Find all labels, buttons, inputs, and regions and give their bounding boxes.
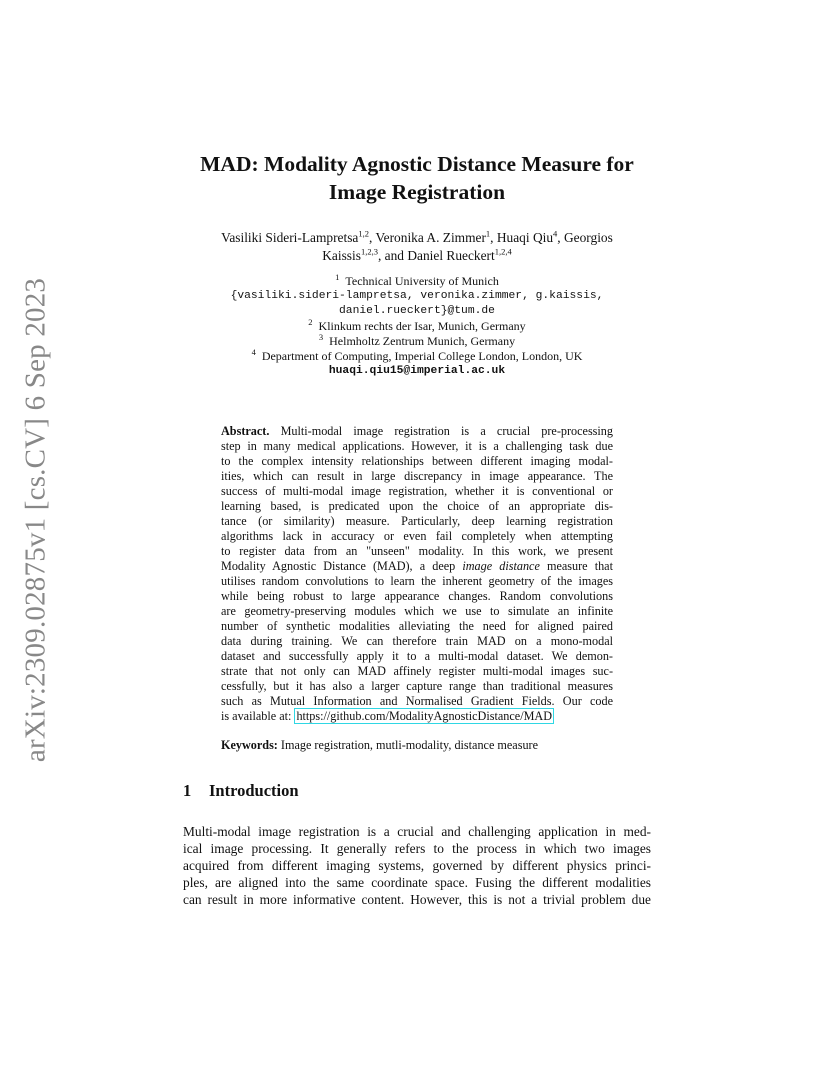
intro-line: can result in more informative content. However, this is not a trivial problem due — [183, 892, 651, 907]
abstract-text: Multi-modal image registration is a crucial pre-processing — [269, 424, 613, 438]
abstract-line: algorithms lack in accuracy or even fail completely when attempting — [221, 529, 613, 543]
affiliation-number: 1 — [335, 272, 340, 282]
author-name: , Veronika A. Zimmer — [369, 230, 486, 245]
code-repository-link[interactable]: https://github.com/ModalityAgnosticDistance/MAD — [296, 709, 553, 723]
abstract-line: data during training. We can therefore train MAD on a mono-modal — [221, 634, 613, 648]
intro-line: ples, are aligned into the same coordinate space. Fusing the different modalities — [183, 875, 651, 890]
abstract-line: tance (or similarity) measure. Particularly, deep learning registration — [221, 514, 613, 528]
author-affiliation-marker: 4 — [553, 228, 558, 239]
abstract-label: Abstract. — [221, 424, 270, 438]
abstract-emphasis: image distance — [462, 559, 540, 573]
section-title: Introduction — [209, 781, 299, 800]
affiliation-block — [150, 274, 684, 379]
paper-title — [160, 150, 674, 206]
keywords-label: Keywords: — [221, 738, 278, 752]
abstract-line — [221, 424, 613, 439]
abstract-line: to register data from an "unseen" modality. In this work, we present — [221, 544, 613, 558]
affiliation-3 — [150, 334, 684, 349]
abstract-line: utilises random convolutions to learn the inherent geometry of the images — [221, 574, 613, 588]
affiliation-2 — [150, 319, 684, 334]
author-name: , Georgios — [557, 230, 613, 245]
email-line-1: {vasiliki.sideri-lampretsa, veronika.zimmer, g.kaissis, — [230, 290, 604, 302]
affiliation-number: 2 — [308, 317, 313, 327]
affiliation-name: Helmholtz Zentrum Munich, Germany — [329, 334, 516, 348]
author-affiliation-marker: 1,2,3 — [360, 246, 378, 257]
abstract-line: number of synthetic modalities alleviating the need for aligned paired — [221, 619, 613, 633]
abstract-line: success of multi-modal image registration, whether it is conventional or — [221, 484, 613, 498]
title-line-1: MAD: Modality Agnostic Distance Measure for — [200, 152, 634, 176]
abstract-line: are geometry-preserving modules which we use to simulate an infinite — [221, 604, 613, 618]
title-line-2: Image Registration — [328, 180, 506, 204]
section-heading — [183, 781, 299, 801]
affiliation-1 — [150, 274, 684, 289]
abstract-text: measure that — [539, 559, 613, 573]
abstract-line: dataset and successfully apply it to a multi-modal dataset. We demon- — [221, 649, 613, 663]
author-name: , Huaqi Qiu — [490, 230, 554, 245]
abstract — [221, 424, 613, 724]
author-name: Vasiliki Sideri-Lampretsa — [221, 230, 359, 245]
abstract-line: cessfully, but it has also a larger capture range than traditional measures — [221, 679, 613, 693]
abstract-text: is available at: — [221, 709, 295, 723]
author-list — [180, 229, 654, 265]
author-line-1 — [180, 229, 654, 247]
arxiv-stamp-text: arXiv:2309.02875v1 [cs.CV] 6 Sep 2023 — [19, 277, 52, 763]
affiliation-name: Klinkum rechts der Isar, Munich, Germany — [318, 319, 526, 333]
introduction-paragraph — [183, 823, 651, 908]
author-line-2 — [180, 247, 654, 265]
abstract-line: ities, which can result in large discrepancy in image appearance. The — [221, 469, 613, 483]
author-affiliation-marker: 1,2,4 — [494, 246, 512, 257]
abstract-line: to the complex intensity relationships between different imaging modal- — [221, 454, 613, 468]
keywords-text: Image registration, mutli-modality, distance measure — [277, 738, 539, 752]
keywords — [221, 738, 613, 753]
abstract-line — [221, 559, 613, 574]
affiliation-name: Department of Computing, Imperial College London, London, UK — [261, 349, 583, 363]
affiliation-number: 4 — [251, 347, 256, 357]
email-line-4: huaqi.qiu15@imperial.ac.uk — [328, 365, 506, 377]
section-number: 1 — [183, 781, 192, 800]
intro-line: Multi-modal image registration is a crucial and challenging application in med- — [183, 824, 651, 839]
affiliation-number: 3 — [318, 332, 324, 342]
abstract-line: such as Mutual Information and Normalised Gradient Fields. Our code — [221, 694, 613, 708]
abstract-line: learning based, is predicated upon the choice of an appropriate dis- — [221, 499, 613, 513]
affiliation-name: Technical University of Munich — [345, 274, 499, 288]
author-name: Kaissis — [322, 248, 361, 263]
author-affiliation-marker: 1,2 — [358, 228, 370, 239]
author-name: , and Daniel Rueckert — [377, 248, 495, 263]
email-line-2: daniel.rueckert}@tum.de — [339, 305, 495, 317]
abstract-line: while being robust to large appearance changes. Random convolutions — [221, 589, 613, 603]
intro-line: ical image processing. It generally refers to the process in which two images — [183, 841, 651, 856]
author-affiliation-marker: 1 — [485, 228, 491, 239]
affiliation-4 — [150, 349, 684, 364]
intro-line: acquired from different imaging systems, governed by different physics princi- — [183, 858, 651, 873]
abstract-text: Modality Agnostic Distance (MAD), a deep — [221, 559, 463, 573]
abstract-line: step in many medical applications. However, it is a challenging task due — [221, 439, 613, 453]
abstract-line: strate that not only can MAD affinely register multi-modal images suc- — [221, 664, 613, 678]
abstract-line — [221, 709, 613, 724]
